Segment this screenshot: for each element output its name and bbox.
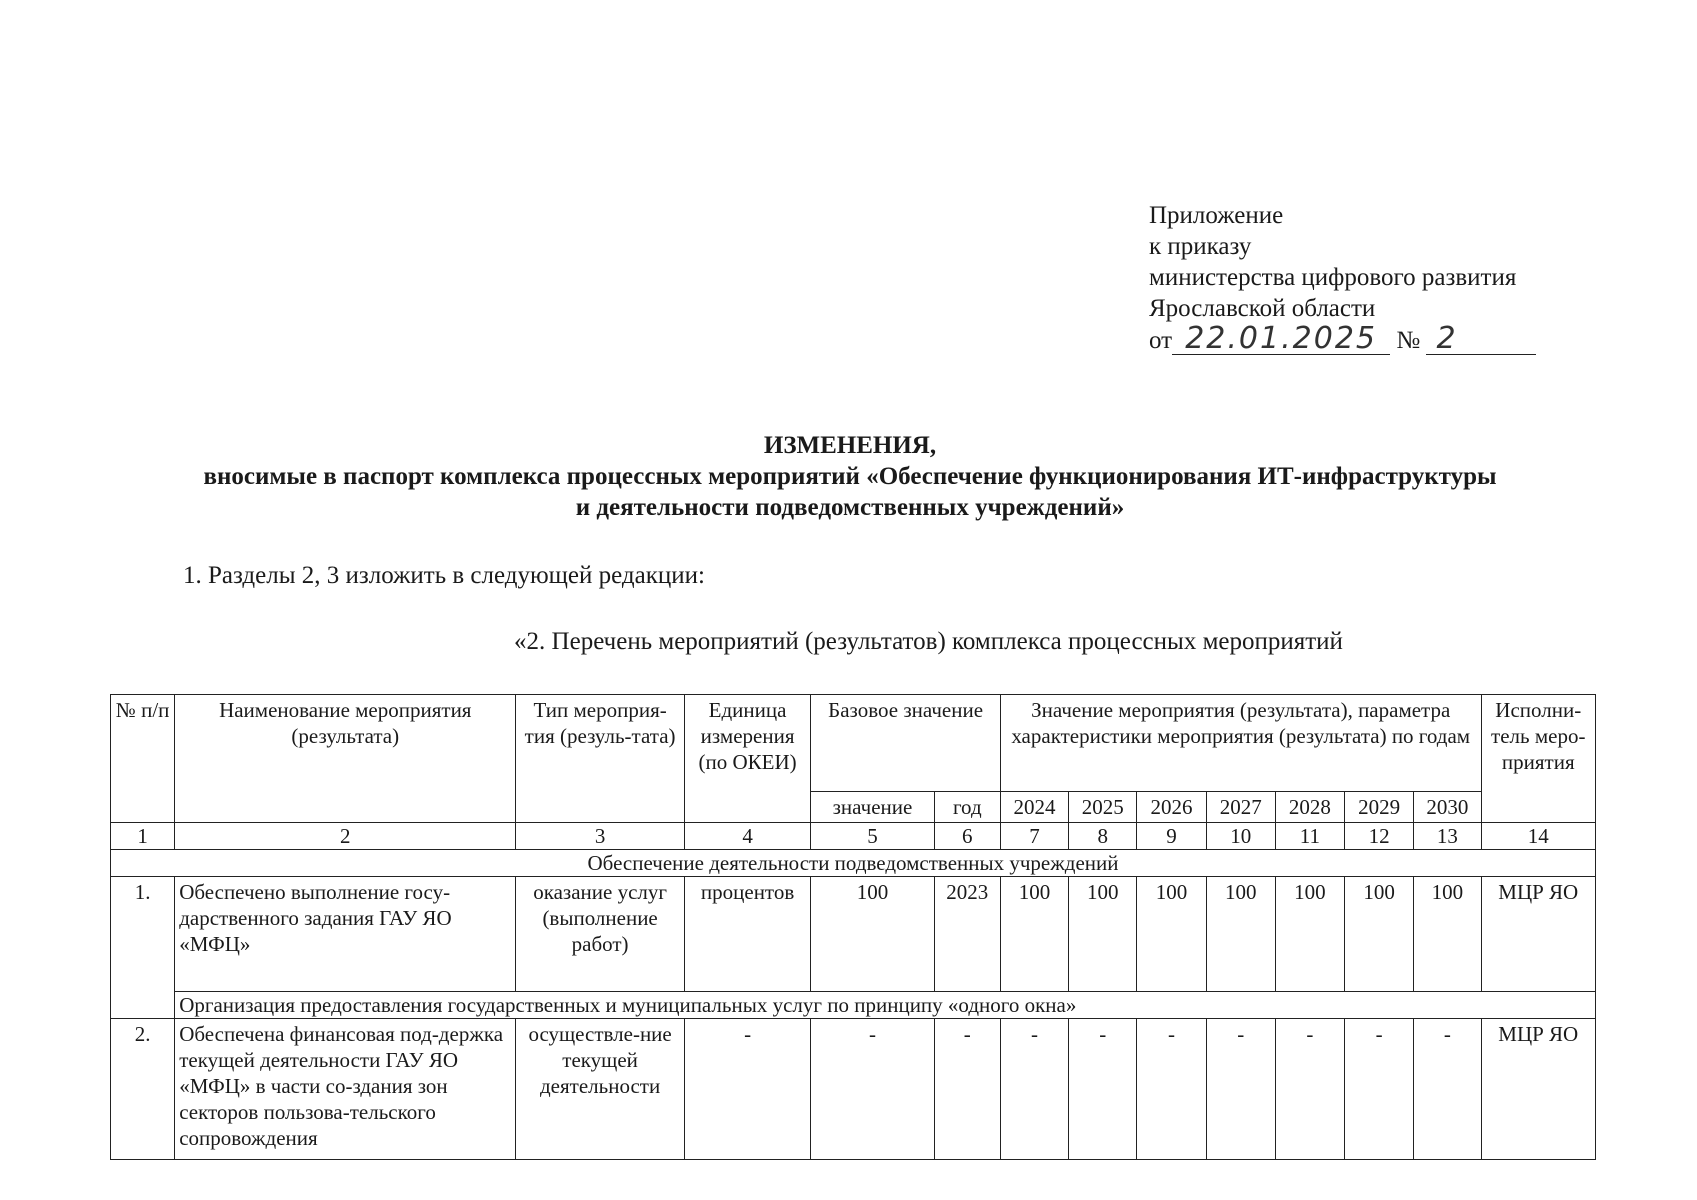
appendix-line-3: министерства цифрового развития [1149, 264, 1517, 291]
column-number: 8 [1069, 823, 1137, 850]
intro-paragraph: 1. Разделы 2, 3 изложить в следующей редакции: [183, 562, 705, 589]
row-year-value: 100 [1000, 877, 1068, 992]
column-number: 2 [175, 823, 516, 850]
section-title: «2. Перечень мероприятий (результатов) комплекса процессных мероприятий [514, 628, 1343, 655]
date-prefix: от [1149, 327, 1173, 354]
column-numbers-row [111, 823, 1596, 850]
row-year-value: 100 [1345, 877, 1414, 992]
column-number: 4 [684, 823, 810, 850]
row-year-value: 100 [1137, 877, 1206, 992]
row-year-value: - [1069, 1019, 1137, 1160]
header-executor: Исполни-тель меро-приятия [1481, 695, 1596, 823]
column-number: 13 [1414, 823, 1481, 850]
row-year-value: 100 [1206, 877, 1275, 992]
row-year-value: 100 [1275, 877, 1344, 992]
section-heading: Организация предоставления государственных и муниципальных услуг по принципу «одного окна» [175, 992, 1596, 1019]
table-row [111, 1019, 1596, 1160]
header-base-value: значение [811, 792, 934, 823]
row-name: Обеспечена финансовая под-держка текущей деятельности ГАУ ЯО «МФЦ» в части со-здания зон секторов пользова-тельского сопровождения [175, 1019, 516, 1160]
row-num: 2. [111, 1019, 175, 1160]
column-number: 6 [934, 823, 1000, 850]
section-row-1 [111, 850, 1596, 877]
section-heading: Обеспечение деятельности подведомственных учреждений [111, 850, 1596, 877]
row-year-value: - [1000, 1019, 1068, 1160]
header-type: Тип мероприя-тия (резуль-тата) [516, 695, 685, 823]
appendix-line-1: Приложение [1149, 202, 1284, 229]
row-base-year: 2023 [934, 877, 1000, 992]
row-type: осуществле-ние текущей деятельности [516, 1019, 685, 1160]
row-type: оказание услуг (выполнение работ) [516, 877, 685, 992]
column-number: 1 [111, 823, 175, 850]
header-base: Базовое значение [811, 695, 1001, 792]
column-number: 11 [1275, 823, 1344, 850]
row-executor: МЦР ЯО [1481, 877, 1596, 992]
header-year: 2027 [1206, 792, 1275, 823]
row-unit: процентов [684, 877, 810, 992]
row-base-value: 100 [811, 877, 934, 992]
header-base-year: год [934, 792, 1000, 823]
row-year-value: 100 [1414, 877, 1481, 992]
header-year: 2028 [1275, 792, 1344, 823]
header-num: № п/п [111, 695, 175, 823]
row-base-year: - [934, 1019, 1000, 1160]
document-title [80, 430, 1620, 523]
column-number: 12 [1345, 823, 1414, 850]
header-unit: Единица измерения (по ОКЕИ) [684, 695, 810, 823]
header-year: 2026 [1137, 792, 1206, 823]
appendix-line-4: Ярославской области [1149, 295, 1376, 322]
column-number: 9 [1137, 823, 1206, 850]
title-line-2: вносимые в паспорт комплекса процессных мероприятий «Обеспечение функционирования ИТ-инфраструктуры [203, 463, 1497, 490]
row-year-value: - [1414, 1019, 1481, 1160]
row-unit: - [684, 1019, 810, 1160]
order-number: 2 [1426, 324, 1536, 355]
row-base-value: - [811, 1019, 934, 1160]
column-number: 10 [1206, 823, 1275, 850]
header-name: Наименование мероприятия (результата) [175, 695, 516, 823]
row-year-value: - [1206, 1019, 1275, 1160]
row-year-value: - [1275, 1019, 1344, 1160]
title-line-3: и деятельности подведомственных учреждений» [575, 494, 1125, 521]
row-year-value: - [1345, 1019, 1414, 1160]
header-row-1 [111, 695, 1596, 792]
order-date: 22.01.2025 [1172, 324, 1390, 355]
column-number: 14 [1481, 823, 1596, 850]
row-num: 1. [111, 877, 175, 1019]
appendix-block [1149, 200, 1536, 356]
row-year-value: 100 [1069, 877, 1137, 992]
section-row-2 [111, 992, 1596, 1019]
appendix-line-2: к приказу [1149, 233, 1252, 260]
row-name: Обеспечено выполнение госу-дарственного задания ГАУ ЯО «МФЦ» [175, 877, 516, 992]
column-number: 5 [811, 823, 934, 850]
row-executor: МЦР ЯО [1481, 1019, 1596, 1160]
header-values: Значение мероприятия (результата), параметра характеристики мероприятия (результата) по годам [1000, 695, 1481, 792]
column-number: 3 [516, 823, 685, 850]
measures-table [110, 694, 1596, 1160]
table-row [111, 877, 1596, 992]
column-number: 7 [1000, 823, 1068, 850]
number-sign: № [1396, 327, 1421, 354]
title-heading: ИЗМЕНЕНИЯ, [763, 432, 937, 459]
header-year: 2030 [1414, 792, 1481, 823]
appendix-date-line [1149, 321, 1536, 356]
header-year: 2029 [1345, 792, 1414, 823]
header-year: 2024 [1000, 792, 1068, 823]
header-year: 2025 [1069, 792, 1137, 823]
row-year-value: - [1137, 1019, 1206, 1160]
